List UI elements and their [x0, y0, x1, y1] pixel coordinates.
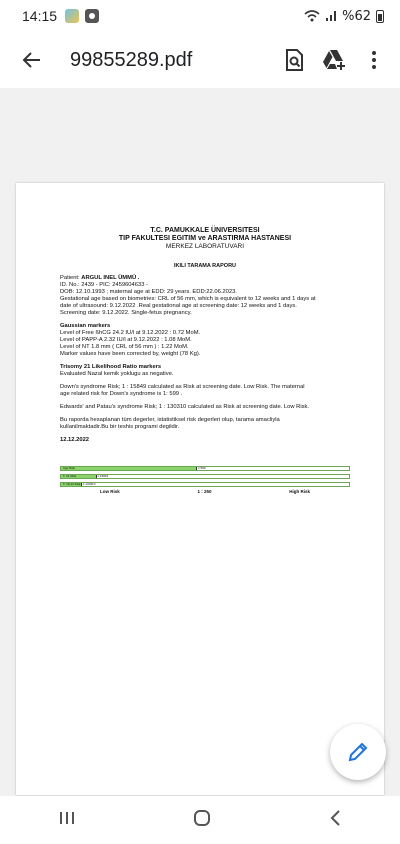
- trisomy-title: Trisomy 21 Likelihood Ratio markers: [60, 364, 162, 370]
- note-line-2: kullanilmaktadir.Bu bir teshis programi degildir.: [60, 424, 180, 430]
- home-icon: [193, 809, 211, 827]
- down-risk-line-2: age related risk for Down's syndrome is 1: 599 .: [60, 391, 183, 397]
- trisomy-text: Evaluated Nazal kemik yoklugu as negative.: [60, 371, 174, 377]
- back-nav-button[interactable]: [329, 809, 341, 831]
- risk-scale: [60, 489, 350, 494]
- report-content: [60, 227, 350, 494]
- scale-low-label: Low Risk: [100, 489, 120, 494]
- nt-line: Level of NT 1.8 mm ( CRL of 56 mm ) : 1.22 MoM.: [60, 344, 189, 350]
- system-nav-bar: [0, 796, 400, 844]
- doc-search-icon: [284, 49, 304, 71]
- scale-mid-label: 1 : 250: [197, 489, 212, 494]
- scale-high-label: High Risk: [289, 489, 310, 494]
- patient-line: Patient: ARGUL INEL ÜMMÜ .: [60, 275, 140, 281]
- chevron-left-icon: [329, 809, 341, 827]
- gallery-notification-icon: [65, 9, 79, 23]
- battery-icon: [376, 10, 384, 23]
- gestational-age-line-2: date of ultrasound: 9.12.2022 .Real gestational age at screening date: 12 weeks and 1 days.: [60, 303, 297, 309]
- arrow-back-icon: [22, 50, 42, 70]
- status-bar: [0, 0, 400, 32]
- home-button[interactable]: [193, 809, 211, 831]
- free-bhcg-line: Level of Free ßhCG 24.2 IU/l at 9.12.2022 : 0.72 MoM.: [60, 330, 201, 336]
- recents-button[interactable]: [59, 810, 75, 830]
- university-name: T.C. PAMUKKALE ÜNIVERSITESI: [150, 227, 260, 234]
- gaussian-title: Gaussian markers: [60, 323, 111, 329]
- drive-add-icon: [322, 49, 346, 71]
- patient-name: ARGUL INEL ÜMMÜ .: [81, 275, 140, 281]
- gestational-age-line-1: Gestational age based on biometries: CRL of 56 mm, which is equivalent to 12 weeks and 1 days at: [60, 296, 316, 302]
- dob-line: DOB: 12.10.1993 ; maternal age at EDD: 29 years. EDD:22.06.2023.: [60, 289, 237, 295]
- t21-risk-bar: T. 21 Risk 1:15849: [60, 474, 350, 479]
- risk-bars: [60, 466, 350, 494]
- status-time: 14:15: [22, 8, 58, 24]
- lab-name: MERKEZ LABORATUVARI: [165, 243, 245, 250]
- screening-line: Screening date: 9.12.2022. Single-fetus pregnancy.: [60, 310, 192, 316]
- hospital-name: TIP FAKULTESI EGITIM ve ARASTIRMA HASTANESI: [118, 235, 292, 242]
- papp-a-line: Level of PAPP-A 2.32 IU/l at 9.12.2022 : 1.08 MoM.: [60, 337, 192, 343]
- correction-line: Marker values have been corrected by, weight (78 Kg).: [60, 351, 201, 357]
- wifi-icon: [304, 10, 320, 22]
- search-document-button[interactable]: [274, 40, 314, 80]
- edwards-risk-line: Edwards' and Patau's syndrome Risk; 1 : 130310 calculated as Risk at screening date. Low Risk.: [60, 404, 310, 410]
- id-line: ID. No.: 2439 - PIC: 2459604633 -: [60, 282, 148, 288]
- app-bar: [0, 32, 400, 88]
- pencil-icon: [347, 741, 369, 763]
- app-notification-icon: [85, 9, 99, 23]
- battery-percent: %62: [342, 8, 371, 24]
- back-button[interactable]: [12, 40, 52, 80]
- pdf-page: [16, 183, 384, 795]
- down-risk-line-1: Down's syndrome Risk; 1 : 15849 calculated as Risk at screening date. Low Risk. The maternal: [60, 384, 305, 390]
- recents-icon: [59, 810, 75, 826]
- signal-icon: [325, 10, 337, 22]
- edit-fab[interactable]: [330, 724, 386, 780]
- more-vert-icon: [371, 50, 377, 70]
- report-date: 12.12.2022: [60, 437, 90, 443]
- age-risk-bar: Age Risk 1:599: [60, 466, 350, 471]
- t18-13-risk-bar: T. 18-13 Risk 1:130310: [60, 482, 350, 487]
- document-title: 99855289.pdf: [70, 48, 193, 71]
- note-line-1: Bu raporda hesaplanan tüm degerler, istatistiksel risk degerleri olup, tarama amacliyla: [60, 417, 280, 423]
- pdf-viewer[interactable]: [0, 88, 400, 796]
- report-title: IKILI TARAMA RAPORU: [173, 263, 237, 269]
- more-options-button[interactable]: [354, 40, 394, 80]
- add-to-drive-button[interactable]: [314, 40, 354, 80]
